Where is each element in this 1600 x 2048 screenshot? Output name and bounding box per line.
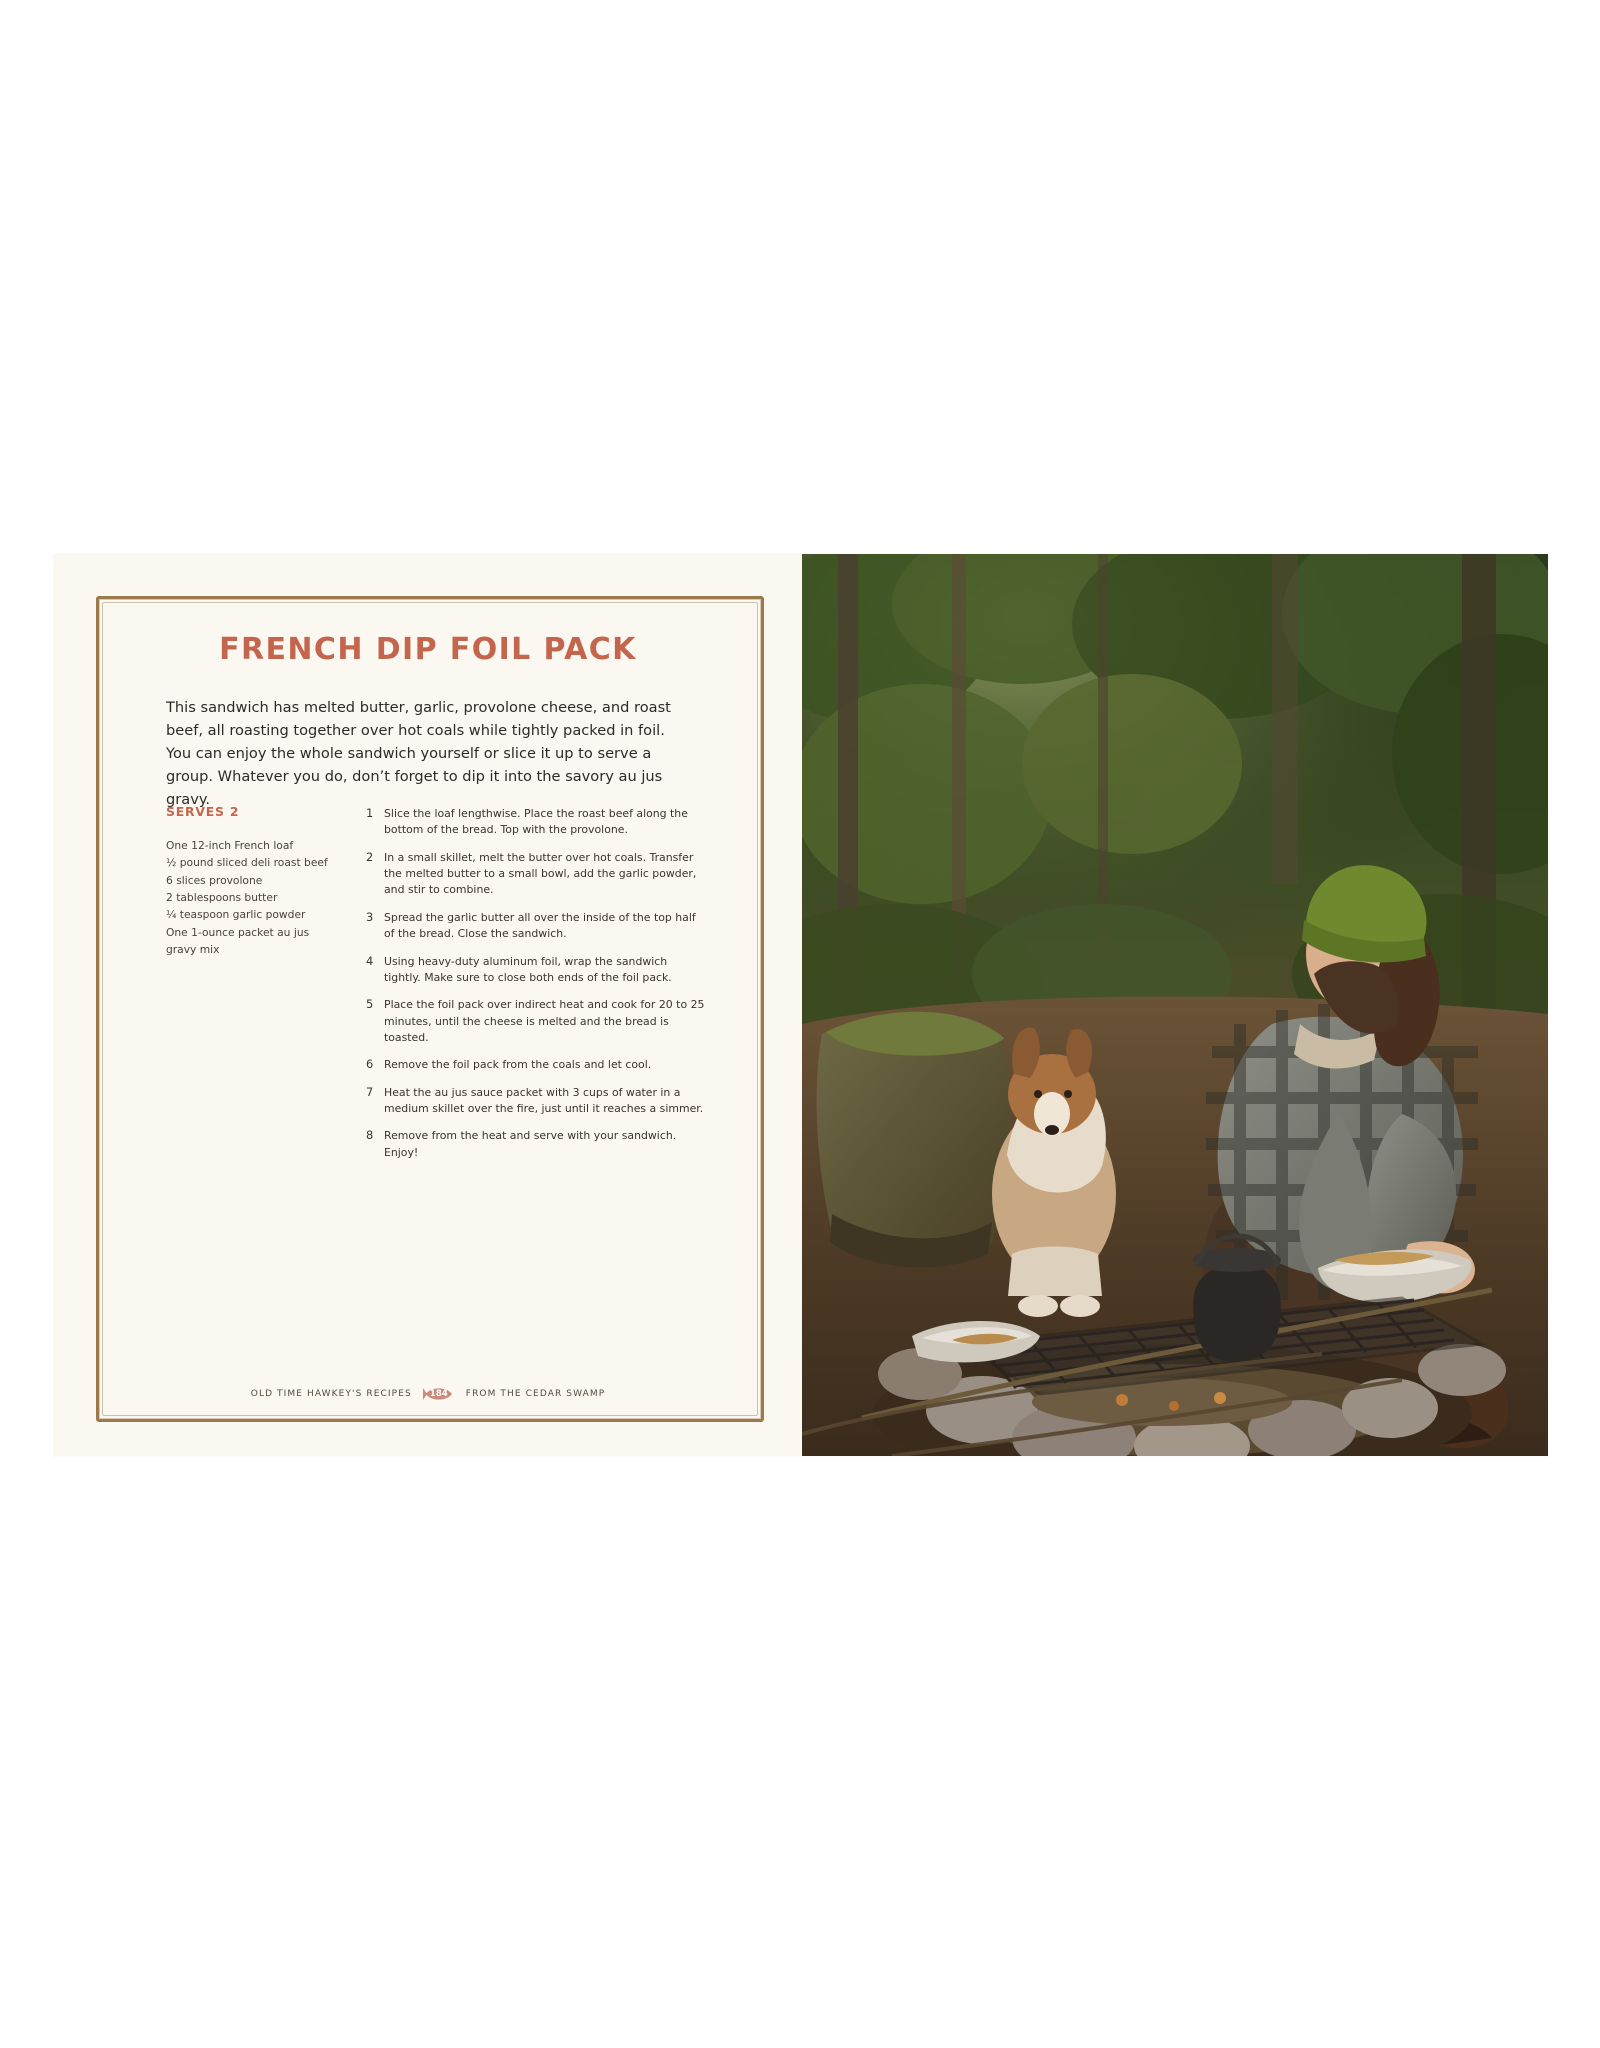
footer-left-text: OLD TIME HAWKEY'S RECIPES: [250, 1389, 412, 1399]
step-number: 2: [366, 849, 374, 864]
step-text: Slice the loaf lengthwise. Place the roast beef along the bottom of the bread. Top with the provolone.: [384, 807, 688, 837]
step-text: Place the foil pack over indirect heat and cook for 20 to 25 minutes, until the cheese is melted and the bread is toasted.: [384, 998, 705, 1044]
step-text: Using heavy-duty aluminum foil, wrap the sandwich tightly. Make sure to close both ends of the foil pack.: [384, 954, 672, 984]
recipe-step: [366, 954, 706, 987]
step-text: In a small skillet, melt the butter over hot coals. Transfer the melted butter to a small bowl, add the garlic powder, and stir to combine.: [384, 850, 697, 897]
serves-label: SERVES 2: [166, 804, 240, 819]
recipe-step: [366, 806, 706, 839]
recipe-page: [54, 554, 802, 1456]
page-footer: [54, 1384, 802, 1404]
book-spread: [54, 554, 1548, 1456]
recipe-columns: [166, 804, 726, 1172]
step-number: 6: [366, 1057, 374, 1072]
ingredients-column: [166, 804, 336, 1172]
recipe-title: FRENCH DIP FOIL PACK: [219, 632, 637, 667]
step-number: 5: [366, 997, 374, 1012]
ingredient-item: 6 slices provolone: [166, 873, 263, 887]
recipe-step: [366, 1057, 706, 1073]
step-text: Heat the au jus sauce packet with 3 cups of water in a medium skillet over the fire, just until it reaches a simmer.: [384, 1085, 704, 1116]
step-number: 3: [366, 909, 374, 924]
cast-iron-pot: [1193, 1236, 1281, 1362]
step-number: 1: [366, 806, 374, 820]
recipe-step: [366, 1085, 706, 1118]
steps-column: [366, 804, 706, 1172]
step-text: Remove the foil pack from the coals and let cool.: [384, 1058, 652, 1072]
ingredient-item: One 1-ounce packet au jus gravy mix: [166, 925, 310, 956]
recipe-step: [366, 850, 706, 899]
ingredient-item: ½ pound sliced deli roast beef: [166, 856, 328, 870]
photo-page: [802, 554, 1548, 1456]
footer-right-text: FROM THE CEDAR SWAMP: [465, 1389, 606, 1399]
recipe-intro: This sandwich has melted butter, garlic, provolone cheese, and roast beef, all roasting together over hot coals while tightly packed in foil. You can enjoy the whole sandwich yourself or slice it up to serve a group. Whatever you do, don’t forget to dip it into the savory au jus gravy.: [166, 699, 671, 809]
ingredient-item: 2 tablespoons butter: [166, 890, 278, 904]
campfire-photo: [802, 554, 1548, 1456]
recipe-step: [366, 1128, 706, 1161]
step-text: Spread the garlic butter all over the inside of the top half of the bread. Close the sandwich.: [384, 910, 696, 941]
ingredient-item: One 12-inch French loaf: [166, 839, 294, 852]
step-number: 4: [366, 953, 374, 968]
step-text: Remove from the heat and serve with your sandwich. Enjoy!: [384, 1129, 677, 1159]
footer-badge: [422, 1384, 456, 1404]
recipe-step: [366, 997, 706, 1046]
recipe-step: [366, 910, 706, 943]
step-number: 8: [366, 1128, 374, 1143]
page-number: 184: [429, 1389, 448, 1399]
tree-stump: [817, 1012, 1011, 1268]
step-number: 7: [366, 1084, 374, 1099]
ingredient-item: ¼ teaspoon garlic powder: [166, 908, 306, 922]
